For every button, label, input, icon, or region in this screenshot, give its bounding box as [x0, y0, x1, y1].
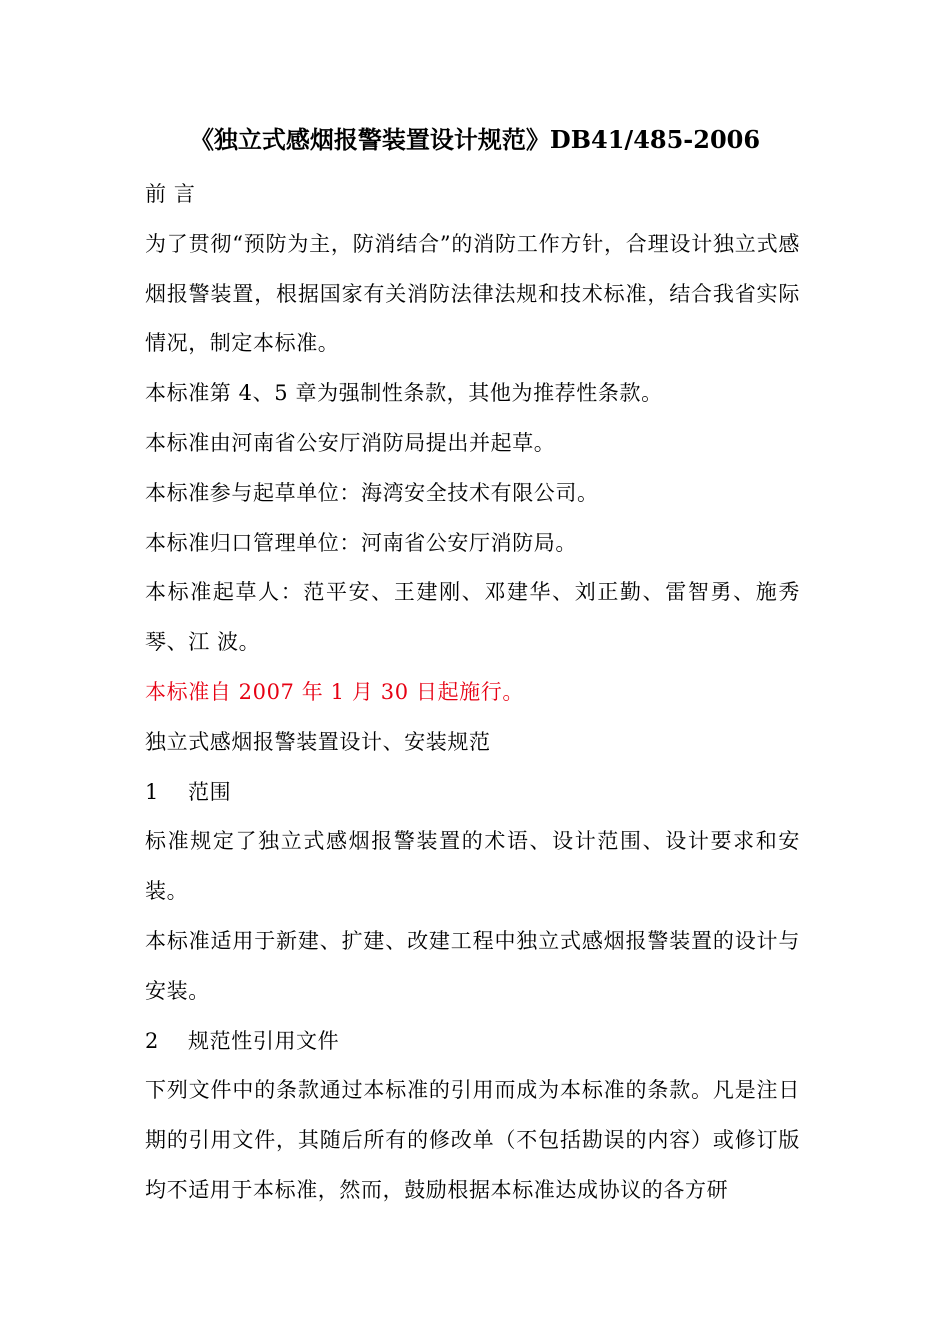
document-title: 《独立式感烟报警装置设计规范》DB41/485-2006: [189, 125, 761, 154]
drafters-paragraph: 本标准起草人：范平安、王建刚、邓建华、刘正勤、雷智勇、施秀琴、江 波。: [145, 580, 800, 655]
preface-paragraph: 本标准第 4、5 章为强制性条款，其他为推荐性条款。: [145, 381, 663, 406]
preface-paragraph: 本标准归口管理单位：河南省公安厅消防局。: [145, 530, 577, 555]
preface-heading: 前 言: [145, 182, 196, 206]
document-body: [145, 170, 800, 1216]
section-2-paragraph: 下列文件中的条款通过本标准的引用而成为本标准的条款。凡是注日期的引用文件，其随后所有的修改单（不包括勘误的内容）或修订版均不适用于本标准，然而，鼓励根据本标准达成协议的各方研: [145, 1078, 800, 1202]
preface-paragraph: 本标准由河南省公安厅消防局提出并起草。: [145, 430, 556, 455]
section-1-paragraph: 标准规定了独立式感烟报警装置的术语、设计范围、设计要求和安装。: [145, 829, 800, 904]
section-1-paragraph: 本标准适用于新建、扩建、改建工程中独立式感烟报警装置的设计与安装。: [145, 928, 800, 1003]
section-title: 独立式感烟报警装置设计、安装规范: [145, 729, 491, 754]
section-2-heading: 2 规范性引用文件: [145, 1028, 340, 1053]
preface-paragraph: 为了贯彻“预防为主，防消结合”的消防工作方针，合理设计独立式感烟报警装置，根据国家有关消防法律法规和技术标准，结合我省实际情况，制定本标准。: [145, 231, 800, 356]
effective-date-notice: 本标准自 2007 年 1 月 30 日起施行。: [145, 679, 524, 704]
preface-paragraph: 本标准参与起草单位：海湾安全技术有限公司。: [145, 480, 599, 505]
section-1-heading: 1 范围: [145, 779, 232, 804]
